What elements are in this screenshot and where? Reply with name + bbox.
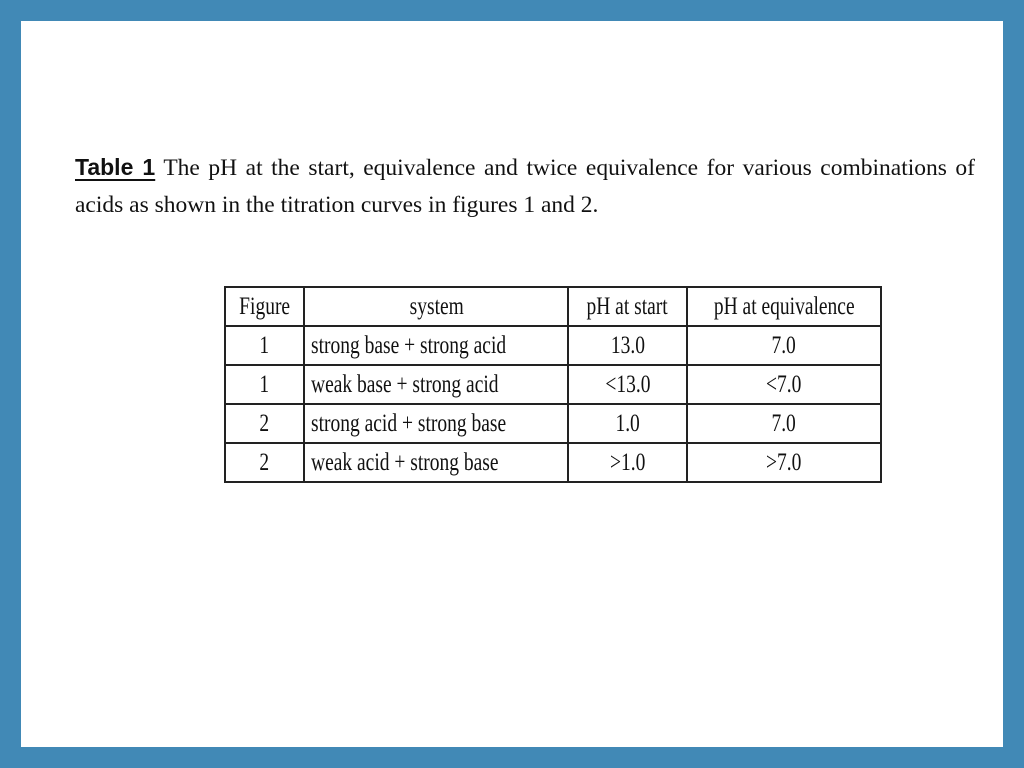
cell-figure: 1	[225, 365, 304, 404]
cell-ph-equivalence: <7.0	[687, 365, 881, 404]
cell-ph-equivalence: 7.0	[687, 326, 881, 365]
header-ph-equivalence: pH at equivalence	[687, 287, 881, 326]
cell-ph-equivalence: 7.0	[687, 404, 881, 443]
cell-ph-start: >1.0	[568, 443, 686, 482]
header-figure: Figure	[225, 287, 304, 326]
header-ph-start: pH at start	[568, 287, 686, 326]
slide	[21, 21, 1003, 747]
cell-system: strong base + strong acid	[304, 326, 568, 365]
table-row	[225, 365, 881, 404]
cell-system: strong acid + strong base	[304, 404, 568, 443]
cell-ph-start: <13.0	[568, 365, 686, 404]
table-caption	[75, 149, 975, 224]
table-row	[225, 326, 881, 365]
table-header-row	[225, 287, 881, 326]
cell-figure: 2	[225, 443, 304, 482]
cell-ph-start: 13.0	[568, 326, 686, 365]
cell-figure: 2	[225, 404, 304, 443]
cell-system: weak base + strong acid	[304, 365, 568, 404]
cell-figure: 1	[225, 326, 304, 365]
caption-label: Table 1	[75, 153, 156, 180]
header-system: system	[304, 287, 568, 326]
table-container	[224, 286, 882, 483]
table-row	[225, 404, 881, 443]
cell-ph-start: 1.0	[568, 404, 686, 443]
caption-text: The pH at the start, equivalence and twice equivalence for various combinations of acids as shown in the titration curves in figures 1 and 2.	[75, 154, 976, 218]
table-row	[225, 443, 881, 482]
ph-table	[224, 286, 882, 483]
cell-ph-equivalence: >7.0	[687, 443, 881, 482]
cell-system: weak acid + strong base	[304, 443, 568, 482]
